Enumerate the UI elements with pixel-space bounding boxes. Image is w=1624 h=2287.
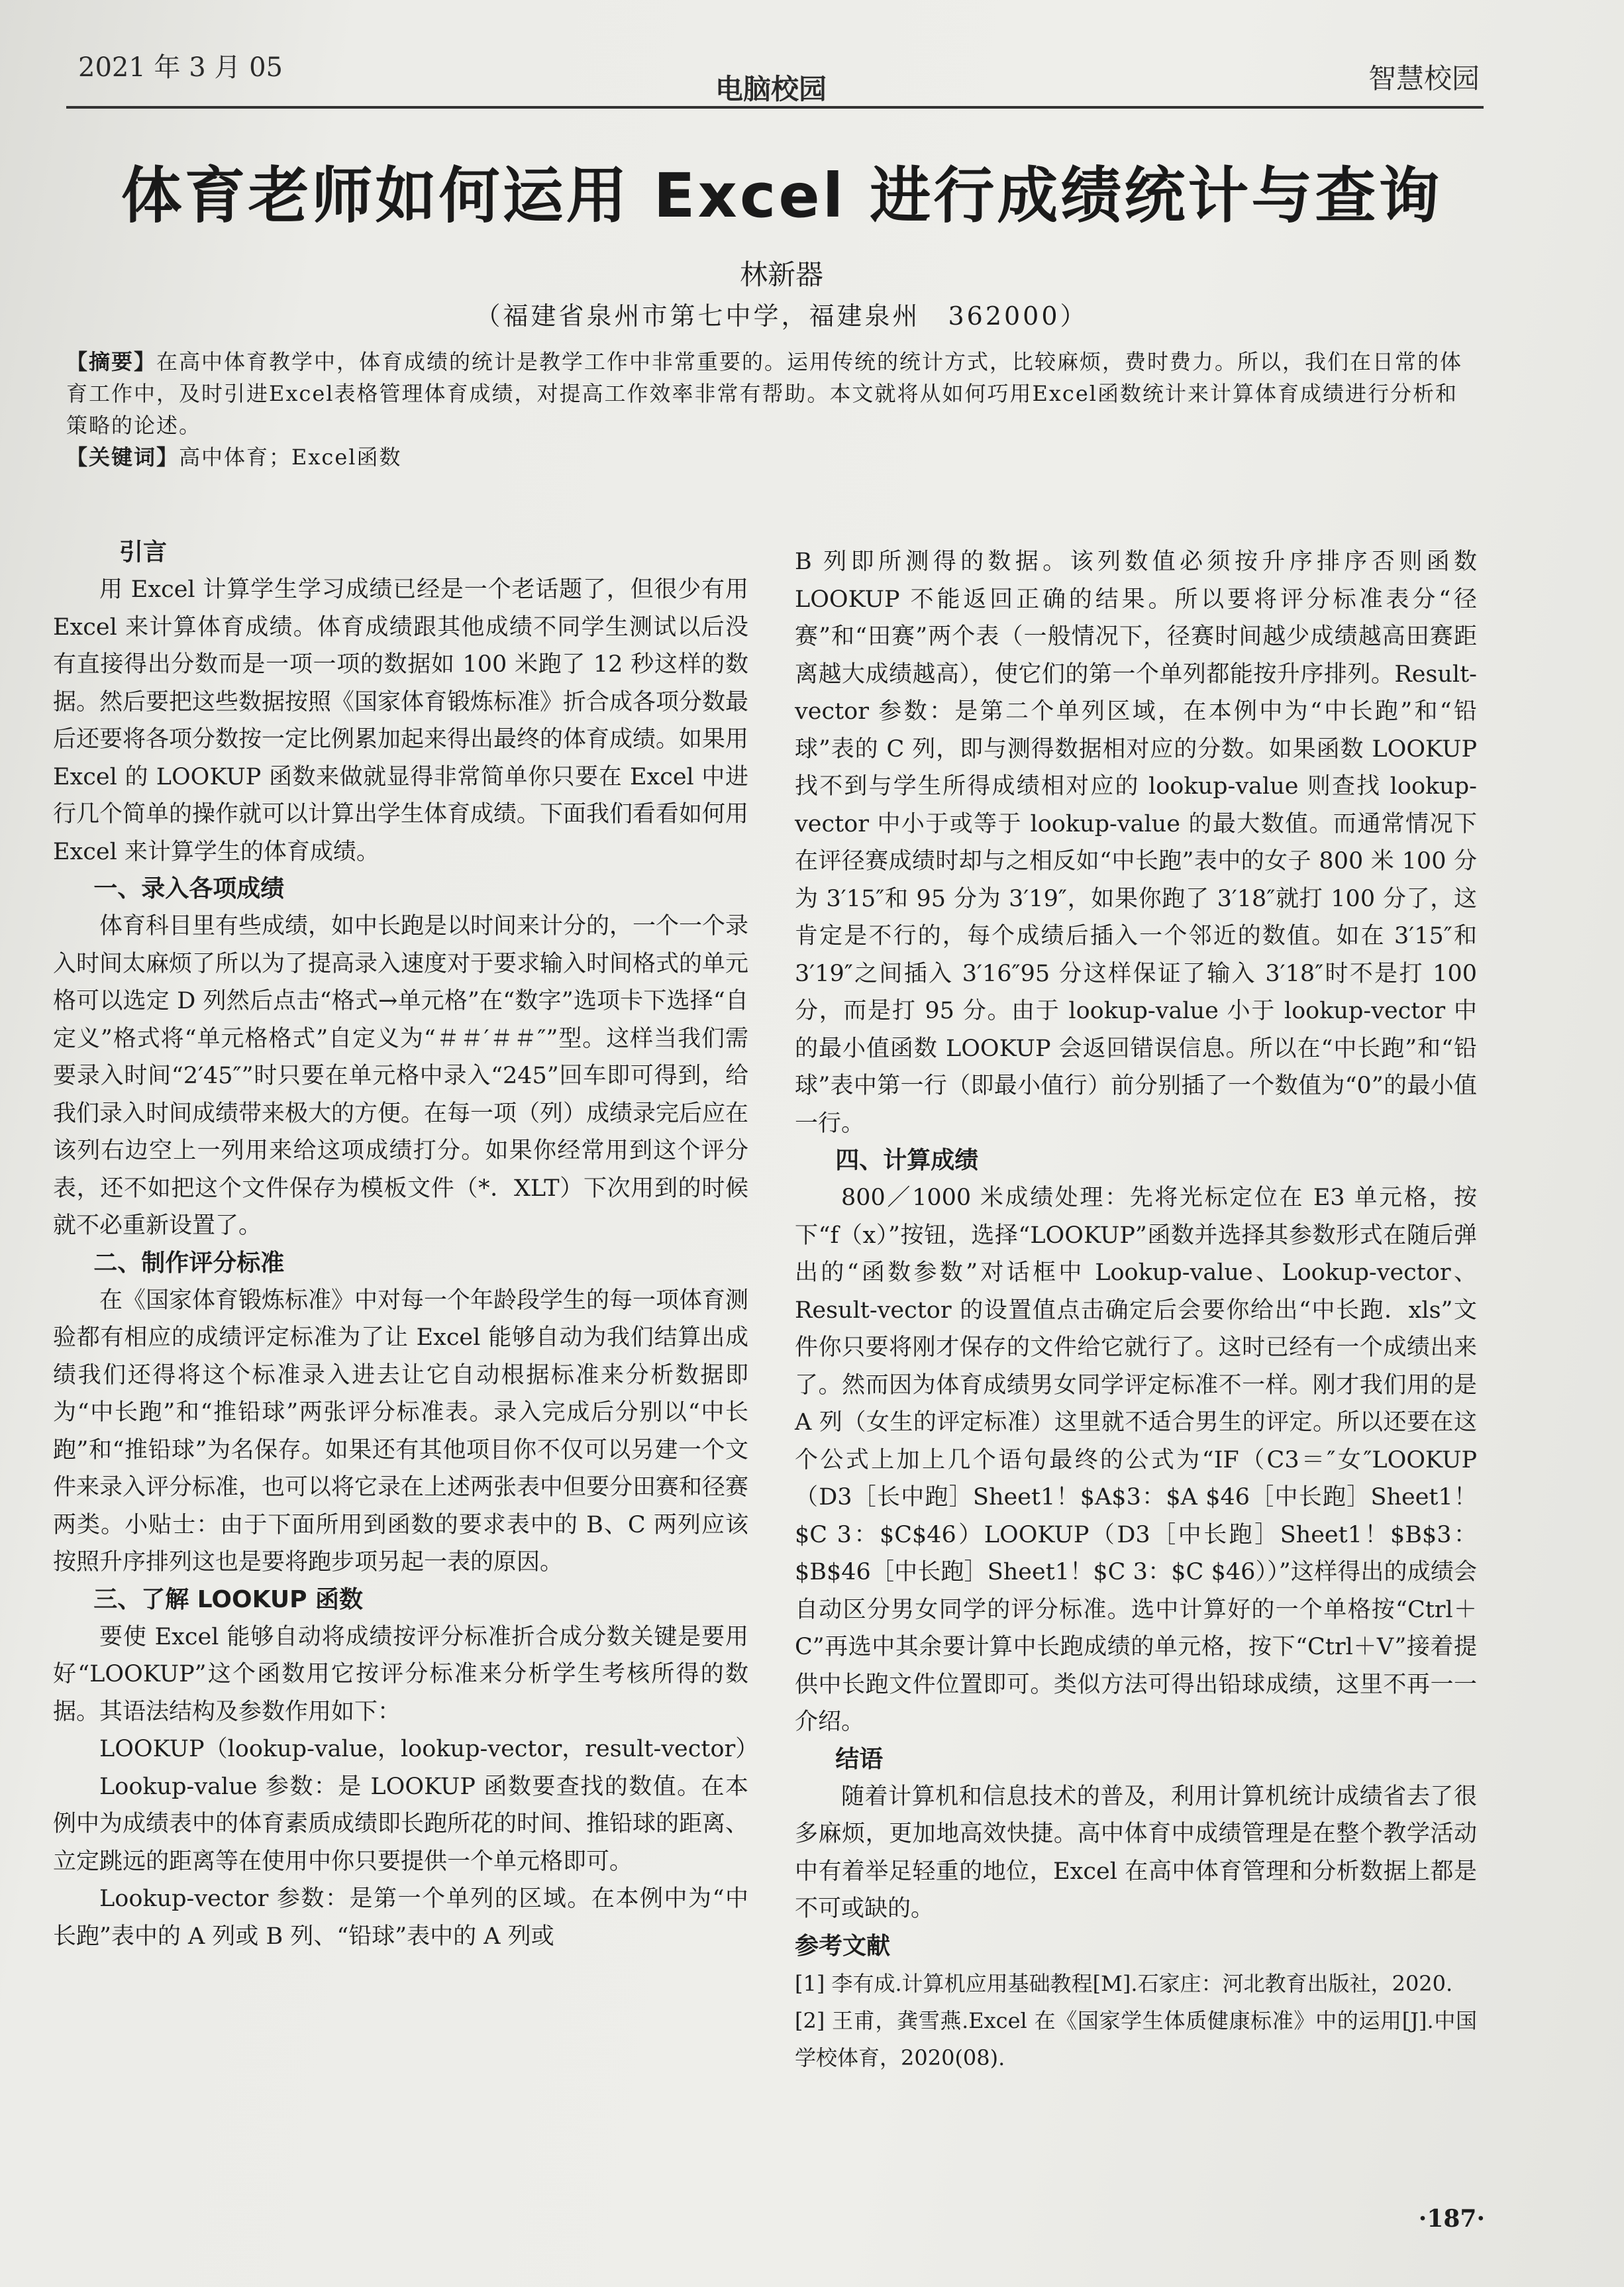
- right-column: [795, 543, 1477, 2076]
- paragraph: B 列即所测得的数据。该列数值必须按升序排序否则函数 LOOKUP 不能返回正确的结果。所以要将评分标准表分“径赛”和“田赛”两个表（一般情况下，径赛时间越少成绩越高田赛距离越大成绩越高），使它们的第一个单列都能按升序排列。Result-vector 参数：是第二个单列区域，在本例中为“中长跑”和“铅球”表的 C 列，即与测得数据相对应的分数。如果函数 LOOKUP 找不到与学生所得成绩相对应的 lookup-value 则查找 lookup-vector 中小于或等于 lookup-value 的最大数值。而通常情况下在评径赛成绩时却与之相反如“中长跑”表中的女子 800 米 100 分为 3′15″和 95 分为 3′19″，如果你跑了 3′18″就打 100 分了，这肯定是不行的，每个成绩后插入一个邻近的数值。如在 3′15″和 3′19″之间插入 3′16″95 分这样保证了输入 3′18″时不是打 100 分，而是打 95 分。由于 lookup-value 小于 lookup-vector 中的最小值函数 LOOKUP 会返回错误信息。所以在“中长跑”和“铅球”表中第一行（即最小值行）前分别插了一个数值为“0”的最小值一行。: [795, 549, 1477, 1137]
- reference-item: [1] 李有成.计算机应用基础教程[M].石家庄：河北教育出版社，2020.: [795, 1970, 1453, 1996]
- paragraph: 800／1000 米成绩处理：先将光标定位在 E3 单元格，按下“f（x）”按钮，选择“LOOKUP”函数并选择其参数形式在随后弹出的“函数参数”对话框中 Lookup-value、Lookup-vector、Result-vector 的设置值点击确定后会要你给出“中长跑．xls”文件你只要将刚才保存的文件给它就行了。这时已经有一个成绩出来了。然而因为体育成绩男女同学评定标准不一样。刚才我们用的是 A 列（女生的评定标准）这里就不适合男生的评定。所以还要在这个公式上加上几个语句最终的公式为“IF（C3＝″女″LOOKUP（D3［长中跑］Sheet1！$A$3：$A $46［中长跑］Sheet1！$C 3：$C$46）LOOKUP（D3［中长跑］Sheet1！$B$3：$B$46［中长跑］Sheet1！$C 3：$C $46））”这样得出的成绩会自动区分男女同学的评分标准。选中计算好的一个单格按“Ctrl＋C”再选中其余要计算中长跑成绩的单元格，按下“Ctrl＋V”接着提供中长跑文件位置即可。类似方法可得出铅球成绩，这里不再一一介绍。: [795, 1185, 1477, 1735]
- page-number: ·187·: [1418, 2205, 1485, 2233]
- paragraph: 用 Excel 计算学生学习成绩已经是一个老话题了，但很少有用 Excel 来计算体育成绩。体育成绩跟其他成绩不同学生测试以后没有直接得出分数而是一项一项的数据如 100 米跑了 12 秒这样的数据。然后要把这些数据按照《国家体育锻炼标准》折合成各项分数最后还要将各项分数按一定比例累加起来得出最终的体育成绩。如果用 Excel 的 LOOKUP 函数来做就显得非常简单你只要在 Excel 中进行几个简单的操作就可以计算出学生体育成绩。下面我们看看如何用 Excel 来计算学生的体育成绩。: [53, 576, 749, 865]
- syntax-line: LOOKUP（lookup-value，lookup-vector，result-vector）: [99, 1736, 759, 1762]
- keywords-text: 高中体育；Excel函数: [179, 445, 402, 470]
- section-heading-intro: 引言: [119, 539, 168, 566]
- section-heading-references: 参考文献: [795, 1932, 891, 1960]
- article-title: 体育老师如何运用 Excel 进行成绩统计与查询: [121, 160, 1443, 231]
- issue-date: 2021 年 3 月 05: [78, 52, 283, 83]
- keywords-label: 【关键词】: [66, 445, 179, 470]
- section-heading-conclusion: 结语: [835, 1745, 884, 1773]
- section-heading-4: 四、计算成绩: [835, 1147, 979, 1174]
- abstract-label: 【摘要】: [66, 349, 157, 374]
- paragraph: Lookup-value 参数：是 LOOKUP 函数要查找的数值。在本例中为成绩表中的体育素质成绩即长跑所花的时间、推铅球的距离、立定跳远的距离等在使用中你只要提供一个单元格即可。: [53, 1773, 749, 1875]
- left-column: [53, 534, 759, 1955]
- section-heading-2: 二、制作评分标准: [93, 1249, 285, 1277]
- abstract: [66, 346, 1470, 441]
- section-heading-1: 一、录入各项成绩: [93, 875, 285, 902]
- keywords: [66, 441, 1470, 473]
- abstract-block: [66, 346, 1470, 473]
- reference-item: [2] 王甫，龚雪燕.Excel 在《国家学生体质健康标准》中的运用[J].中国学校体育，2020(08).: [795, 2007, 1477, 2070]
- paragraph: 体育科目里有些成绩，如中长跑是以时间来计分的，一个一个录入时间太麻烦了所以为了提高录入速度对于要求输入时间格式的单元格可以选定 D 列然后点击“格式→单元格”在“数字”选项卡下选择“自定义”格式将“单元格格式”自定义为“＃＃′＃＃″”型。这样当我们需要录入时间“2′45″”时只要在单元格中录入“245”回车即可得到，给我们录入时间成绩带来极大的方便。在每一项（列）成绩录完后应在该列右边空上一列用来给这项成绩打分。如果你经常用到这个评分表，还不如把这个文件保存为模板文件（*．XLT）下次用到的时候就不必重新设置了。: [53, 913, 749, 1239]
- abstract-text: 在高中体育教学中，体育成绩的统计是教学工作中非常重要的。运用传统的统计方式，比较麻烦，费时费力。所以，我们在日常的体育工作中，及时引进Excel表格管理体育成绩，对提高工作效率非常有帮助。本文就将从如何巧用Excel函数统计来计算体育成绩进行分析和策略的论述。: [66, 349, 1463, 438]
- column-name: 智慧校园: [1368, 62, 1480, 95]
- paragraph: 在《国家体育锻炼标准》中对每一个年龄段学生的每一项体育测验都有相应的成绩评定标准为了让 Excel 能够自动为我们结算出成绩我们还得将这个标准录入进去让它自动根据标准来分析数据即为“中长跑”和“推铅球”两张评分标准表。录入完成后分别以“中长跑”和“推铅球”为名保存。如果还有其他项目你不仅可以另建一个文件来录入评分标准，也可以将它录在上述两张表中但要分田赛和径赛两类。小贴士：由于下面所用到函数的要求表中的 B、C 两列应该按照升序排列这也是要将跑步项另起一表的原因。: [53, 1287, 749, 1575]
- author-affiliation: （福建省泉州市第七中学，福建泉州 362000）: [475, 301, 1088, 331]
- author-name: 林新器: [739, 258, 823, 291]
- reference-list: [795, 1965, 1477, 2076]
- section-heading-3: 三、了解 LOOKUP 函数: [93, 1585, 363, 1613]
- journal-name: 电脑校园: [715, 73, 827, 105]
- paragraph: Lookup-vector 参数：是第一个单列的区域。在本例中为“中长跑”表中的 A 列或 B 列、“铅球”表中的 A 列或: [53, 1886, 748, 1950]
- header-rule: [66, 106, 1484, 109]
- paragraph: 要使 Excel 能够自动将成绩按评分标准折合成分数关键是要用好“LOOKUP”这个函数用它按评分标准来分析学生考核所得的数据。其语法结构及参数作用如下：: [53, 1623, 748, 1725]
- paragraph: 随着计算机和信息技术的普及，利用计算机统计成绩省去了很多麻烦，更加地高效快捷。高中体育中成绩管理是在整个教学活动中有着举足轻重的地位，Excel 在高中体育管理和分析数据上都是不可或缺的。: [795, 1783, 1477, 1922]
